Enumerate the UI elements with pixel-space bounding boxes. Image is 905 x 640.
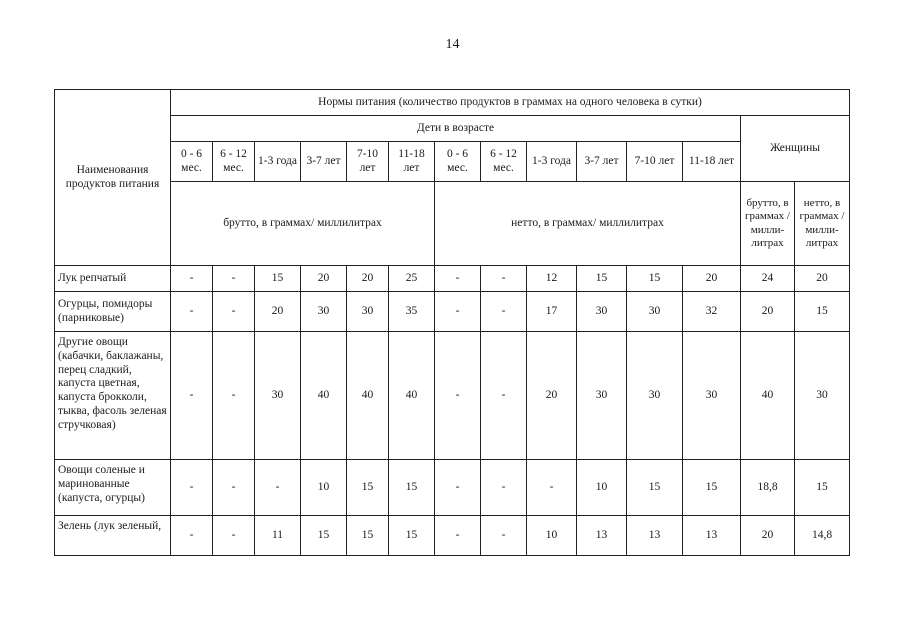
table-cell: - bbox=[435, 332, 481, 460]
table-row bbox=[55, 332, 850, 460]
table-cell: 40 bbox=[301, 332, 347, 460]
table-cell: 18,8 bbox=[741, 460, 795, 516]
table-cell: - bbox=[481, 292, 527, 332]
table-cell: 10 bbox=[527, 516, 577, 556]
table-cell: - bbox=[435, 292, 481, 332]
table-row bbox=[55, 266, 850, 292]
table-cell: 25 bbox=[389, 266, 435, 292]
product-name: Лук репчатый bbox=[55, 266, 171, 292]
header-age: 6 - 12 мес. bbox=[213, 142, 255, 182]
table-cell: 40 bbox=[741, 332, 795, 460]
table-cell: 20 bbox=[527, 332, 577, 460]
header-women-brutto: брутто, в граммах / милли-литрах bbox=[741, 182, 795, 266]
table-cell: 15 bbox=[627, 460, 683, 516]
table-cell: - bbox=[481, 332, 527, 460]
table-cell: 32 bbox=[683, 292, 741, 332]
table-cell: 30 bbox=[627, 332, 683, 460]
table-cell: - bbox=[255, 460, 301, 516]
nutrition-norms-table bbox=[54, 89, 850, 556]
table-cell: - bbox=[481, 516, 527, 556]
table-cell: 15 bbox=[683, 460, 741, 516]
table-cell: 14,8 bbox=[795, 516, 850, 556]
table-cell: - bbox=[171, 332, 213, 460]
table-cell: 10 bbox=[577, 460, 627, 516]
table-cell: 40 bbox=[347, 332, 389, 460]
table-cell: 30 bbox=[683, 332, 741, 460]
table-cell: 30 bbox=[627, 292, 683, 332]
header-age: 11-18 лет bbox=[683, 142, 741, 182]
table-cell: 15 bbox=[347, 516, 389, 556]
product-name: Зелень (лук зеленый, bbox=[55, 516, 171, 556]
table-cell: - bbox=[435, 460, 481, 516]
product-name: Другие овощи (кабачки, баклажаны, перец сладкий, капуста цветная, капуста брокколи, тыква, фасоль зеленая стручковая) bbox=[55, 332, 171, 460]
table-cell: - bbox=[171, 266, 213, 292]
table-row bbox=[55, 516, 850, 556]
table-cell: 20 bbox=[683, 266, 741, 292]
table-cell: 15 bbox=[627, 266, 683, 292]
table-cell: - bbox=[213, 516, 255, 556]
table-cell: - bbox=[213, 292, 255, 332]
header-age: 7-10 лет bbox=[627, 142, 683, 182]
table-cell: 13 bbox=[683, 516, 741, 556]
table-cell: 30 bbox=[577, 292, 627, 332]
table-cell: - bbox=[527, 460, 577, 516]
table-cell: 15 bbox=[389, 516, 435, 556]
page-number: 14 bbox=[445, 37, 460, 52]
table-cell: 15 bbox=[389, 460, 435, 516]
table-cell: 20 bbox=[741, 516, 795, 556]
table-cell: 13 bbox=[577, 516, 627, 556]
table-cell: - bbox=[435, 266, 481, 292]
header-women: Женщины bbox=[741, 116, 850, 182]
table-cell: 20 bbox=[255, 292, 301, 332]
header-age: 0 - 6 мес. bbox=[171, 142, 213, 182]
table-cell: - bbox=[481, 266, 527, 292]
table-cell: 40 bbox=[389, 332, 435, 460]
table-cell: 15 bbox=[577, 266, 627, 292]
table-cell: 20 bbox=[301, 266, 347, 292]
header-age: 3-7 лет bbox=[301, 142, 347, 182]
header-netto-units: нетто, в граммах/ миллилитрах bbox=[435, 182, 741, 266]
product-name: Огурцы, помидоры (парниковые) bbox=[55, 292, 171, 332]
header-women-netto: нетто, в граммах / милли-литрах bbox=[795, 182, 850, 266]
table-cell: - bbox=[481, 460, 527, 516]
header-brutto-units: брутто, в граммах/ миллилитрах bbox=[171, 182, 435, 266]
table-cell: - bbox=[213, 460, 255, 516]
table-cell: - bbox=[171, 516, 213, 556]
table-row bbox=[55, 292, 850, 332]
table-cell: 11 bbox=[255, 516, 301, 556]
table-cell: 20 bbox=[741, 292, 795, 332]
table-cell: 30 bbox=[347, 292, 389, 332]
table-cell: 12 bbox=[527, 266, 577, 292]
header-age: 1-3 года bbox=[527, 142, 577, 182]
header-norms: Нормы питания (количество продуктов в граммах на одного человека в сутки) bbox=[171, 90, 850, 116]
table-cell: 15 bbox=[301, 516, 347, 556]
table-row bbox=[55, 460, 850, 516]
header-children: Дети в возрасте bbox=[171, 116, 741, 142]
table-cell: 15 bbox=[347, 460, 389, 516]
table-cell: 17 bbox=[527, 292, 577, 332]
table-cell: 20 bbox=[795, 266, 850, 292]
table-cell: 24 bbox=[741, 266, 795, 292]
header-age: 11-18 лет bbox=[389, 142, 435, 182]
header-age: 3-7 лет bbox=[577, 142, 627, 182]
table-cell: 30 bbox=[301, 292, 347, 332]
table-cell: 20 bbox=[347, 266, 389, 292]
table-cell: 35 bbox=[389, 292, 435, 332]
table-cell: 30 bbox=[795, 332, 850, 460]
header-product-name: Наименования продуктов питания bbox=[55, 90, 171, 266]
header-age: 7-10 лет bbox=[347, 142, 389, 182]
product-name: Овощи соленые и маринованные (капуста, огурцы) bbox=[55, 460, 171, 516]
table-cell: 15 bbox=[795, 460, 850, 516]
table-cell: 15 bbox=[795, 292, 850, 332]
header-age: 1-3 года bbox=[255, 142, 301, 182]
table-cell: 10 bbox=[301, 460, 347, 516]
table-cell: - bbox=[435, 516, 481, 556]
table-cell: - bbox=[171, 460, 213, 516]
header-age: 6 - 12 мес. bbox=[481, 142, 527, 182]
table-cell: 13 bbox=[627, 516, 683, 556]
table-cell: - bbox=[171, 292, 213, 332]
table-cell: 15 bbox=[255, 266, 301, 292]
table-cell: 30 bbox=[255, 332, 301, 460]
table-cell: - bbox=[213, 266, 255, 292]
table-cell: 30 bbox=[577, 332, 627, 460]
table-cell: - bbox=[213, 332, 255, 460]
header-age: 0 - 6 мес. bbox=[435, 142, 481, 182]
